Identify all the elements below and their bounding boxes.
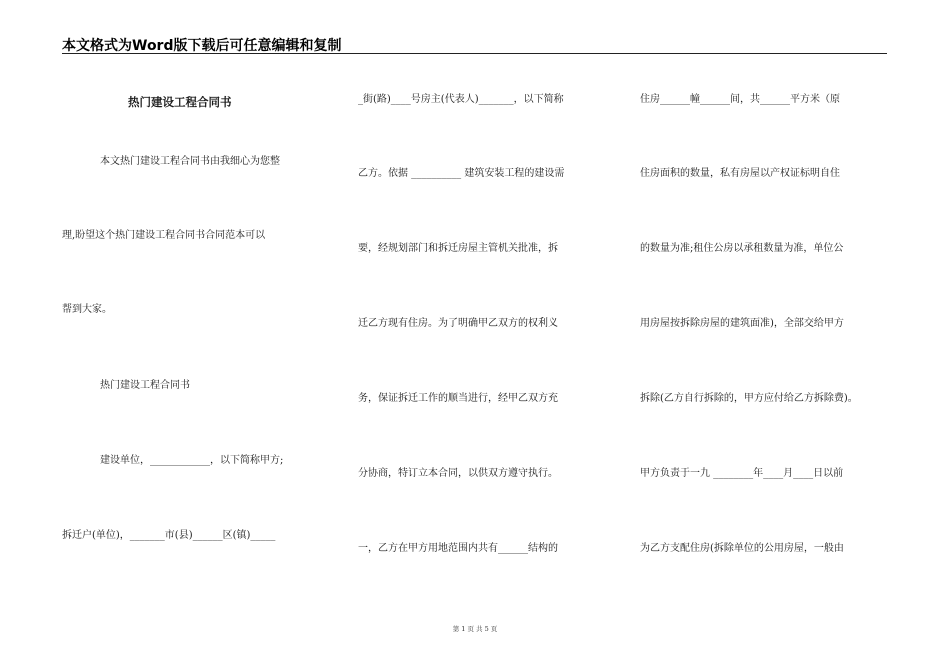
col3-line-3: 的数量为准;租住公房以承租数量为准，单位公 xyxy=(640,243,844,254)
col3-line-5: 拆除(乙方自行拆除的，甲方应付给乙方拆除费)。 xyxy=(640,393,858,404)
document-header: 本文格式为Word版下载后可任意编辑和复制 xyxy=(62,38,342,54)
col1-line-1: 本文热门建设工程合同书由我细心为您整 xyxy=(100,156,280,167)
col3-line-2: 住房面积的数量，私有房屋以产权证标明自住 xyxy=(640,168,840,179)
col2-line-1: _街(路)____号房主(代表人)_______，以下简称 xyxy=(358,94,564,105)
col1-line-4: 热门建设工程合同书 xyxy=(100,380,190,391)
page-footer: 第 1 页 共 5 页 xyxy=(452,625,498,633)
col2-line-6: 分协商，特订立本合同，以供双方遵守执行。 xyxy=(358,468,558,479)
col1-line-6: 拆迁户(单位)，_______市(县)______区(镇)_____ xyxy=(62,530,276,541)
header-divider xyxy=(62,53,887,54)
col2-line-3: 要，经规划部门和拆迁房屋主管机关批准，拆 xyxy=(358,243,558,254)
col3-line-6: 甲方负责于一九 ________年____月____日以前 xyxy=(640,468,844,479)
col1-line-2: 理,盼望这个热门建设工程合同书合同范本可以 xyxy=(62,230,266,241)
col1-line-5: 建设单位，____________，以下简称甲方; xyxy=(100,455,284,466)
col2-line-2: 乙方。依据 __________ 建筑安装工程的建设需 xyxy=(358,168,565,179)
col3-line-4: 用房屋按拆除房屋的建筑面准)，全部交给甲方 xyxy=(640,318,844,329)
col2-line-4: 迁乙方现有住房。为了明确甲乙双方的权利义 xyxy=(358,318,558,329)
col1-line-3: 帮到大家。 xyxy=(62,304,112,315)
col3-line-7: 为乙方支配住房(拆除单位的公用房屋，一般由 xyxy=(640,543,844,554)
col2-line-7: 一，乙方在甲方用地范围内共有______结构的 xyxy=(358,543,558,554)
col2-line-5: 务，保证拆迁工作的顺当进行，经甲乙双方充 xyxy=(358,393,558,404)
document-title: 热门建设工程合同书 xyxy=(128,95,232,109)
col3-line-1: 住房______幢______间，共______平方米（原 xyxy=(640,94,840,105)
